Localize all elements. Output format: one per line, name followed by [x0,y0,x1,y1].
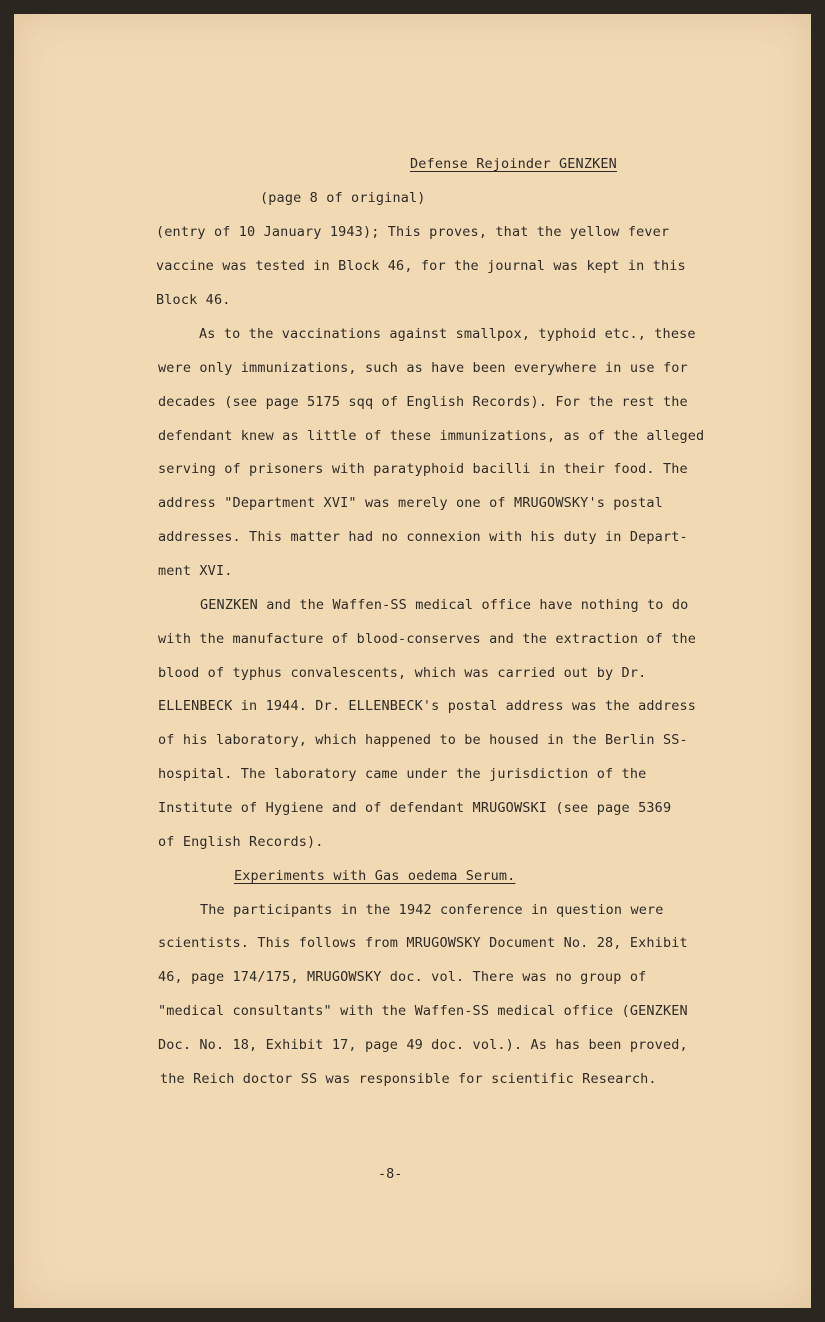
document-page [14,14,811,1308]
body-line: with the manufacture of blood-conserves and the extraction of the [158,631,697,647]
body-line: of his laboratory, which happened to be housed in the Berlin SS- [158,732,688,748]
section-heading: Experiments with Gas oedema Serum. [234,868,516,884]
body-line: The participants in the 1942 conference in question were [200,902,664,918]
body-line: (entry of 10 January 1943); This proves, that the yellow fever [156,224,670,240]
body-line: were only immunizations, such as have been everywhere in use for [158,360,688,376]
body-line: serving of prisoners with paratyphoid bacilli in their food. The [158,461,688,477]
body-line: defendant knew as little of these immunizations, as of the alleged [158,428,705,444]
body-line: ment XVI. [158,563,233,579]
body-line: As to the vaccinations against smallpox, typhoid etc., these [199,326,696,342]
body-line: scientists. This follows from MRUGOWSKY Document No. 28, Exhibit [158,935,688,951]
body-line: Institute of Hygiene and of defendant MRUGOWSKI (see page 5369 [158,800,672,816]
page-number: -8- [378,1166,403,1182]
body-line: GENZKEN and the Waffen-SS medical office have nothing to do [200,597,689,613]
body-line: ELLENBECK in 1944. Dr. ELLENBECK's postal address was the address [158,698,697,714]
body-line: decades (see page 5175 sqq of English Records). For the rest the [158,394,688,410]
document-title: Defense Rejoinder GENZKEN [410,156,617,172]
body-line: the Reich doctor SS was responsible for scientific Research. [160,1071,657,1087]
page-reference: (page 8 of original) [260,190,426,206]
body-line: Doc. No. 18, Exhibit 17, page 49 doc. vol.). As has been proved, [158,1037,688,1053]
body-line: blood of typhus convalescents, which was carried out by Dr. [158,665,647,681]
body-line: address "Department XVI" was merely one of MRUGOWSKY's postal [158,495,663,511]
body-line: "medical consultants" with the Waffen-SS medical office (GENZKEN [158,1003,688,1019]
body-line: hospital. The laboratory came under the jurisdiction of the [158,766,647,782]
body-line: vaccine was tested in Block 46, for the journal was kept in this [156,258,686,274]
body-line: Block 46. [156,292,231,308]
body-line: 46, page 174/175, MRUGOWSKY doc. vol. There was no group of [158,969,647,985]
body-line: addresses. This matter had no connexion with his duty in Depart- [158,529,688,545]
body-line: of English Records). [158,834,324,850]
